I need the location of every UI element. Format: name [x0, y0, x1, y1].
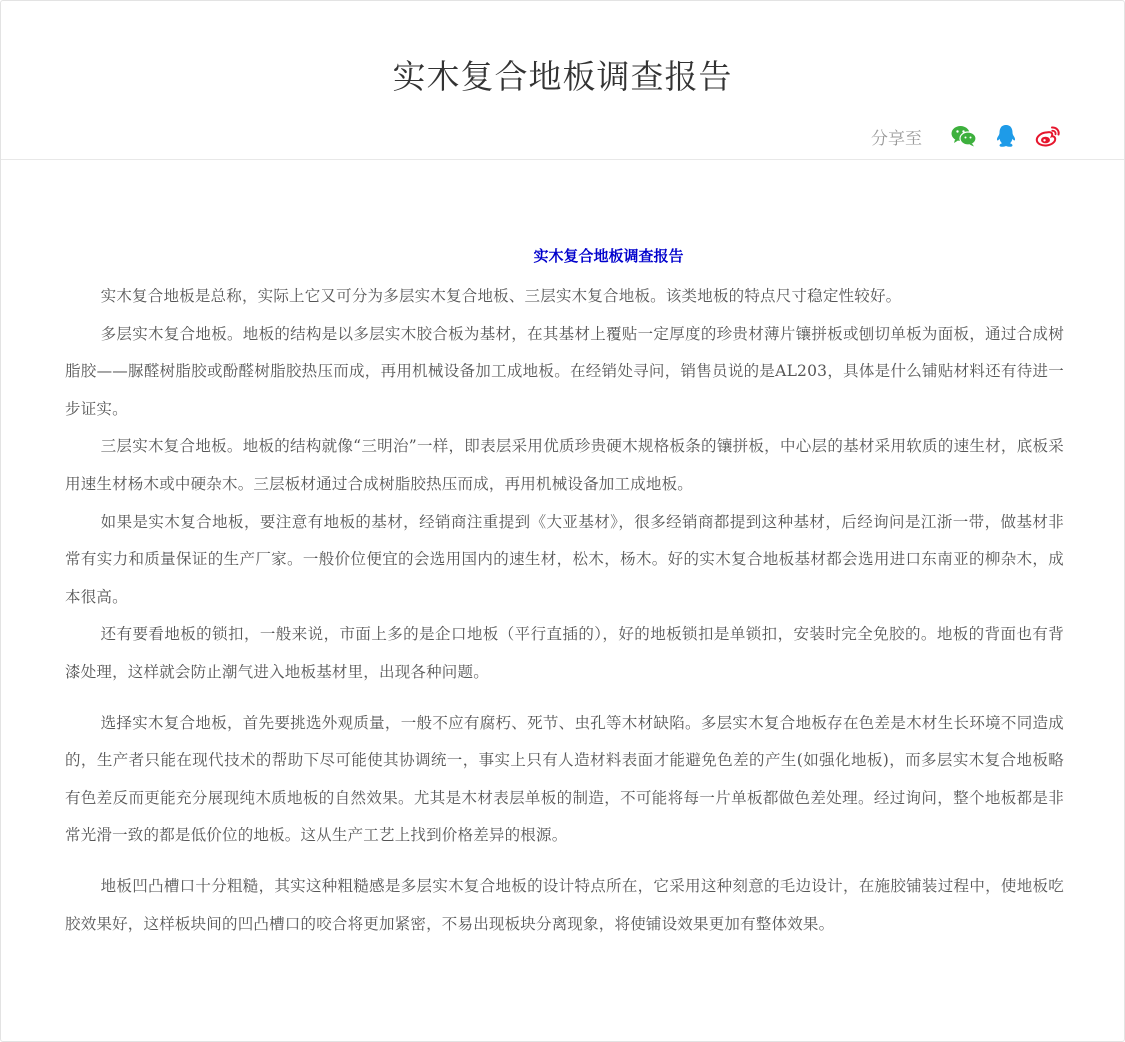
qq-share-button[interactable] [992, 122, 1020, 150]
article-paragraph: 还有要看地板的锁扣，一般来说，市面上多的是企口地板（平行直插的），好的地板锁扣是单锁扣，安装时完全免胶的。地板的背面也有背漆处理，这样就会防止潮气进入地板基材里，出现各种问题。 [65, 625, 1064, 681]
article-heading: 实木复合地板调查报告 [533, 247, 684, 265]
share-bar [871, 121, 1062, 151]
article-paragraph: 地板凹凸槽口十分粗糙，其实这种粗糙感是多层实木复合地板的设计特点所在，它采用这种刻意的毛边设计，在施胶铺装过程中，使地板吃胶效果好，这样板块间的凹凸槽口的咬合将更加紧密，不易出现板块分离现象，将使铺设效果更加有整体效果。 [65, 876, 1064, 933]
article-content [65, 241, 1064, 943]
paragraph-gap [65, 855, 1064, 868]
article-paragraph: 如果是实木复合地板，要注意有地板的基材，经销商注重提到《大亚基材》，很多经销商都提到这种基材，后经询问是江浙一带，做基材非常有实力和质量保证的生产厂家。一般价位便宜的会选用国内的速生材，松木，杨木。好的实木复合地板基材都会选用进口东南亚的柳杂木，成本很高。 [65, 512, 1064, 606]
article-paragraph: 实木复合地板是总称，实际上它又可分为多层实木复合地板、三层实木复合地板。该类地板的特点尺寸稳定性较好。 [100, 287, 902, 305]
share-label: 分享至 [871, 128, 922, 149]
weibo-share-button[interactable] [1034, 122, 1062, 150]
weibo-icon [1035, 125, 1061, 147]
paragraph-gap [65, 692, 1064, 705]
qq-icon [995, 124, 1017, 148]
wechat-icon [951, 125, 977, 147]
article-paragraph: 多层实木复合地板。地板的结构是以多层实木胶合板为基材，在其基材上覆贴一定厚度的珍贵材薄片镶拼板或刨切单板为面板，通过合成树脂胶——脲醛树脂胶或酚醛树脂胶热压而成，再用机械设备加工成地板。在经销处寻问，销售员说的是AL203，具体是什么铺贴材料还有待进一步证实。 [65, 324, 1064, 418]
page-title: 实木复合地板调查报告 [392, 57, 733, 96]
article-header [1, 1, 1124, 160]
article-paragraph: 选择实木复合地板，首先要挑选外观质量，一般不应有腐朽、死节、虫孔等木材缺陷。多层实木复合地板存在色差是木材生长环境不同造成的，生产者只能在现代技术的帮助下尽可能使其协调统一，事实上只有人造材料表面才能避免色差的产生(如强化地板)，而多层实木复合地板略有色差反而更能充分展现纯木质地板的自然效果。尤其是木材表层单板的制造，不可能将每一片单板都做色差处理。经过询问，整个地板都是非常光滑一致的都是低价位的地板。这从生产工艺上找到价格差异的根源。 [65, 713, 1064, 845]
article-paragraph: 三层实木复合地板。地板的结构就像“三明治”一样，即表层采用优质珍贵硬木规格板条的镶拼板，中心层的基材采用软质的速生材，底板采用速生材杨木或中硬杂木。三层板材通过合成树脂胶热压而成，再用机械设备加工成地板。 [65, 437, 1064, 493]
wechat-share-button[interactable] [950, 122, 978, 150]
